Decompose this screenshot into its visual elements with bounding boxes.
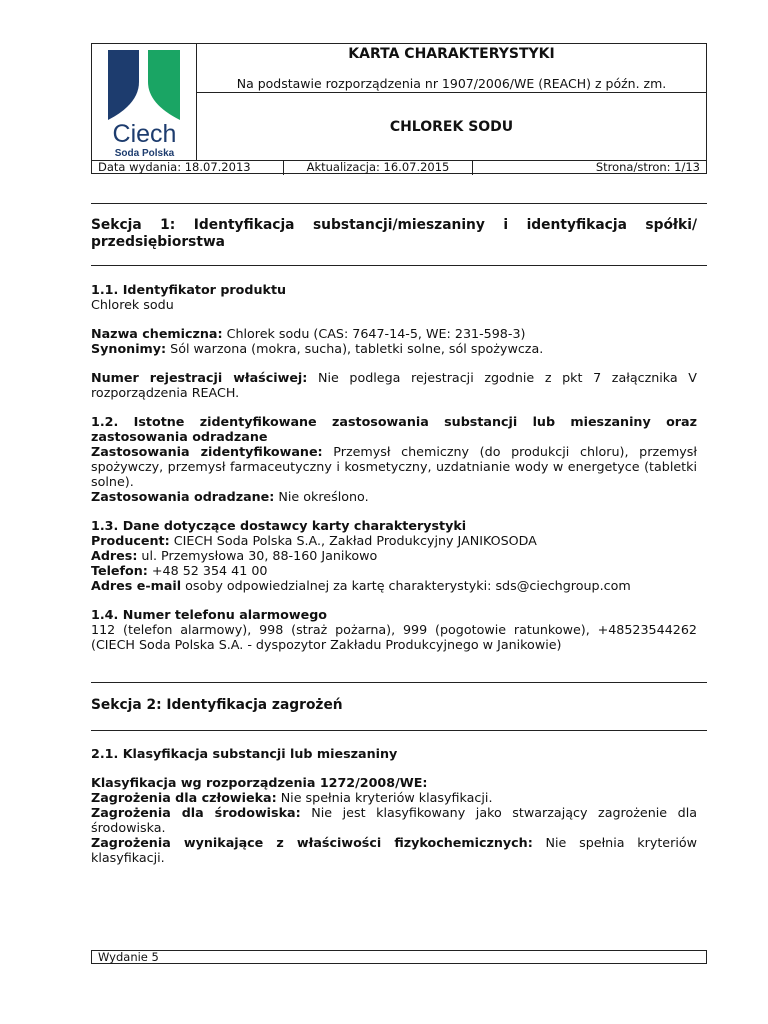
section-2-title: Sekcja 2: Identyfikacja zagrożeń [91,697,343,713]
ciech-logo-icon [106,48,182,122]
divider [91,682,707,683]
phone-value: +48 52 354 41 00 [147,563,268,578]
identified-uses-value: Przemysł chemiczny (do produkcji chloru), przemysł spożywczy, przemysł farmaceutyczny i kosmetyczny, uzdatnianie wody w energetyce (tabletki solne). [91,444,697,489]
product-cell [197,93,706,160]
emergency-phone-numbers: 112 (telefon alarmowy), 998 (straż pożarna), 999 (pogotowie ratunkowe), +48523544262 (CIECH Soda Polska S.A. - dyspozytor Zakładu Produkcyjnego w Janikowie) [91,622,697,652]
synonyms-value: Sól warzona (mokra, sucha), tabletki solne, sól spożywcza. [166,341,544,356]
producer-label: Producent: [91,533,170,548]
page-number: Strona/stron: 1/13 [595,160,700,174]
issue-date: Data wydania: 18.07.2013 [92,161,284,175]
divider [91,730,707,731]
identified-uses [91,444,697,489]
title-cell [197,44,706,93]
divider [91,265,707,266]
section-1-title: Sekcja 1: Identyfikacja substancji/mieszaniny i identyfikacja spółki/ przedsiębiorstwa [91,217,697,250]
document-subtitle: Na podstawie rozporządzenia nr 1907/2006/WE (REACH) z późn. zm. [236,76,667,91]
producer [91,533,697,548]
human-hazards [91,790,697,805]
human-hazards-value: Nie spełnia kryteriów klasyfikacji. [276,790,493,805]
registration-number [91,370,697,400]
producer-value: CIECH Soda Polska S.A., Zakład Produkcyjny JANIKOSODA [169,533,537,548]
email-value: osoby odpowiedzialnej za kartę charakterystyki: sds@ciechgroup.com [181,578,631,593]
synonyms [91,341,697,356]
email [91,578,697,593]
chemical-name-value: Chlorek sodu (CAS: 7647-14-5, WE: 231-598-3) [222,326,526,341]
document-title: KARTA CHARAKTERYSTYKI [348,46,555,62]
subsection-1-3-title: 1.3. Dane dotyczące dostawcy karty charakterystyki [91,518,467,533]
chemical-name-label: Nazwa chemiczna: [91,326,223,341]
divider [91,203,707,204]
logo-name: Ciech [112,120,177,148]
human-hazards-label: Zagrożenia dla człowieka: [91,790,277,805]
address [91,548,697,563]
physicochemical-hazards-value: Nie spełnia kryteriów klasyfikacji. [91,835,697,865]
environment-hazards [91,805,697,835]
identified-uses-label: Zastosowania zidentyfikowane: [91,444,323,459]
chemical-name [91,326,697,341]
uses-advised-value: Nie określono. [274,489,369,504]
phone [91,563,697,578]
address-value: ul. Przemysłowa 30, 88-160 Janikowo [137,548,378,563]
synonyms-label: Synonimy: [91,341,167,356]
uses-advised-label: Zastosowania odradzane: [91,489,275,504]
registration-label: Numer rejestracji właściwej: [91,370,308,385]
environment-hazards-label: Zagrożenia dla środowiska: [91,805,301,820]
product-identifier: Chlorek sodu [91,297,174,312]
email-label: Adres e-mail [91,578,182,593]
logo-subname: Soda Polska [114,148,175,159]
info-row [92,160,706,174]
registration-value: Nie podlega rejestracji zgodnie z pkt 7 załącznika V rozporządzenia REACH. [91,370,697,400]
subsection-1-2-title: 1.2. Istotne zidentyfikowane zastosowania substancji lub mieszaniny oraz zastosowania odradzane [91,414,697,444]
address-label: Adres: [91,548,138,563]
product-name: CHLOREK SODU [389,119,514,135]
document-header [91,43,707,174]
physicochemical-hazards-label: Zagrożenia wynikające z właściwości fizykochemicznych: [91,835,533,850]
update-date: Aktualizacja: 16.07.2015 [284,161,473,175]
subsection-2-1-title: 2.1. Klasyfikacja substancji lub mieszaniny [91,746,398,761]
phone-label: Telefon: [91,563,148,578]
uses-advised-against [91,489,697,504]
logo-cell [92,44,197,160]
subsection-1-4-title: 1.4. Numer telefonu alarmowego [91,607,327,622]
subsection-1-1-title: 1.1. Identyfikator produktu [91,282,287,297]
footer-edition: Wydanie 5 [91,950,707,964]
classification-title: Klasyfikacja wg rozporządzenia 1272/2008/WE: [91,775,428,790]
environment-hazards-value: Nie jest klasyfikowany jako stwarzający zagrożenie dla środowiska. [91,805,697,835]
physicochemical-hazards [91,835,697,865]
